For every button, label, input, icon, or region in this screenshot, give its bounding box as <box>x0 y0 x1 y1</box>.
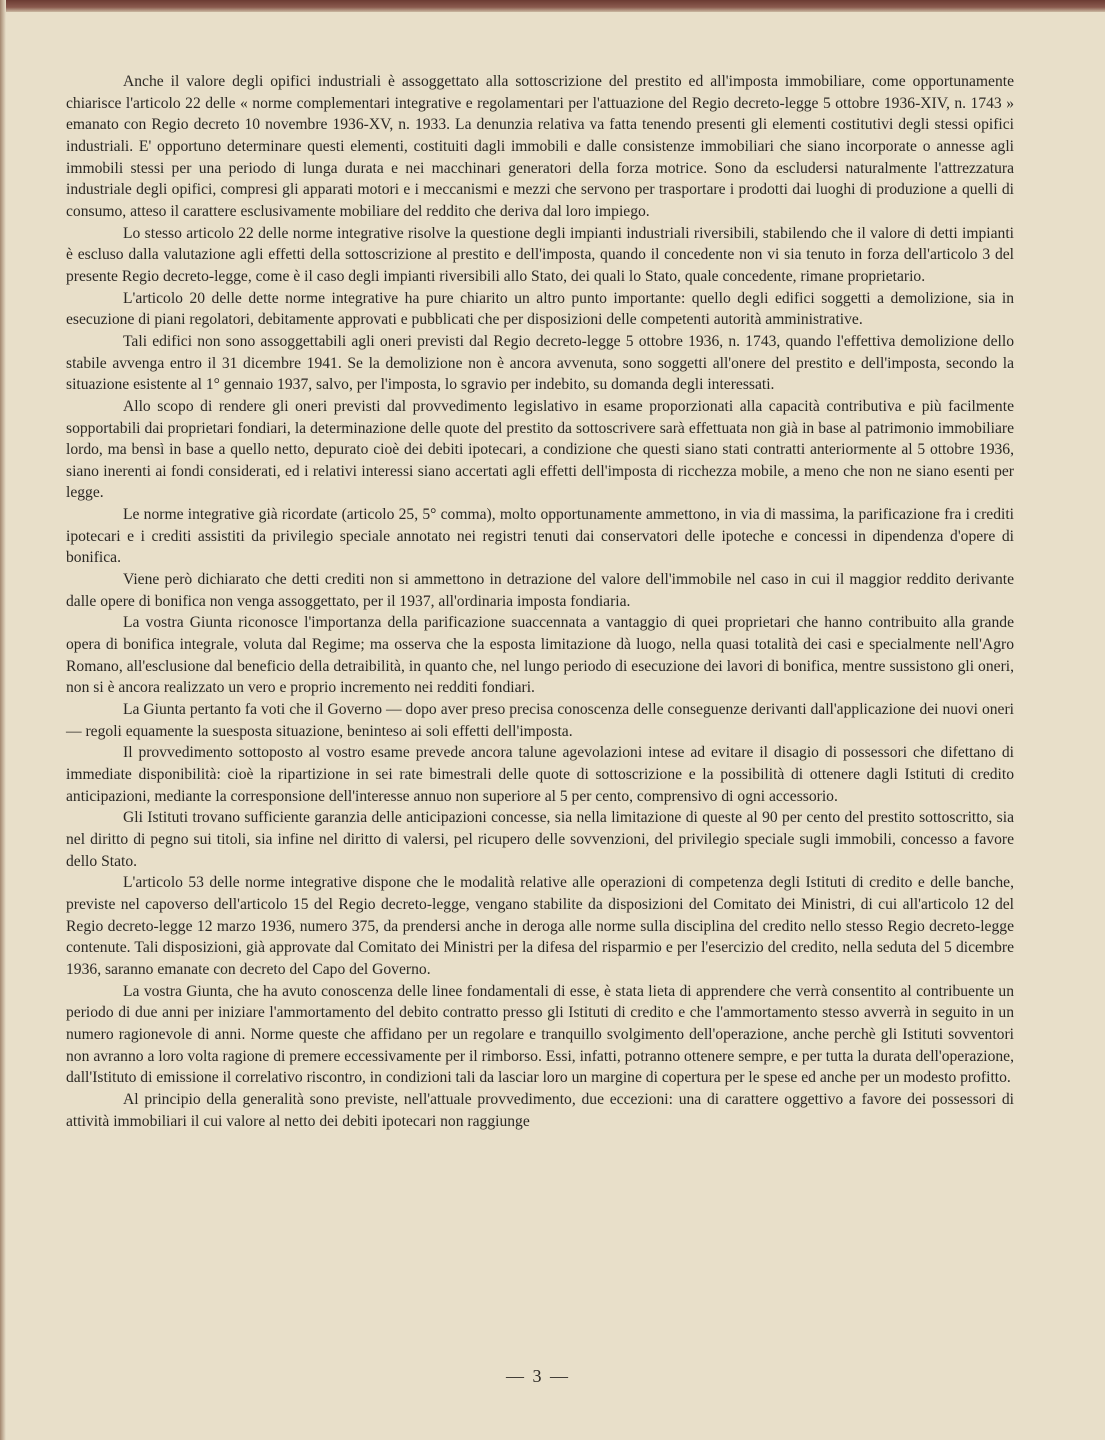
paragraph: Lo stesso articolo 22 delle norme integrative risolve la questione degli impianti industriali riversibili, stabilendo che il valore di detti impianti è escluso dalla valutazione agli effetti della sottoscrizione al prestito e dell'imposta, quando il concedente non vi sia tenuto in forza dell'articolo 3 del presente Regio decreto-legge, come è il caso degli impianti riversibili allo Stato, dei quali lo Stato, quale concedente, rimane proprietario. <box>66 224 1014 285</box>
paragraph: Tali edifici non sono assoggettabili agli oneri previsti dal Regio decreto-legge 5 ottobre 1936, n. 1743, quando l'effettiva demolizione dello stabile avvenga entro il 31 dicembre 1941. Se la demolizione non è ancora avvenuta, sono soggetti all'onere del prestito e dell'imposta, secondo la situazione esistente al 1° gennaio 1937, salvo, per l'imposta, lo sgravio per indebito, su domanda degli interessati. <box>66 332 1014 394</box>
page-left-edge <box>0 0 6 1440</box>
paragraph: Allo scopo di rendere gli oneri previsti dal provvedimento legislativo in esame proporzionati alla capacità contributiva e più facilmente sopportabili dai proprietari fondiari, la determinazione delle quote del prestito da sottoscrivere sarà effettuata non già in base al patrimonio immobiliare lordo, ma bensì in base a quello netto, depurato cioè dei debiti ipotecari, a condizione che questi siano stati contratti anteriormente al 5 ottobre 1936, siano inerenti ai fondi considerati, ed i relativi interessi siano accertati agli effetti dell'imposta di ricchezza mobile, a meno che non ne siano esenti per legge. <box>66 397 1014 502</box>
paragraph: La vostra Giunta, che ha avuto conoscenza delle linee fondamentali di esse, è stata lieta di apprendere che verrà consentito al contribuente un periodo di due anni per iniziare l'ammortamento del debito contratto presso gli Istituti di credito e che l'ammortamento stesso avverrà in seguito in un numero ragionevole di anni. Norme queste che affidano per un regolare e tranquillo svolgimento dell'operazione, anche perchè gli Istituti sovventori non avranno a loro volta ragione di premere eccessivamente per il rimborso. Essi, infatti, potranno ottenere sempre, e per tutta la durata dell'operazione, dall'Istituto di emissione il correlativo riscontro, in condizioni tali da lasciar loro un margine di copertura per le spese ed anche per un modesto profitto. <box>66 982 1014 1087</box>
paragraph: Il provvedimento sottoposto al vostro esame prevede ancora talune agevolazioni intese ad evitare il disagio di possessori che difettano di immediate disponibilità: cioè la ripartizione in sei rate bimestrali delle quote di sottoscrizione e la possibilità di ottenere dagli Istituti di credito anticipazioni, mediante la corresponsione dell'interesse annuo non superiore al 5 per cento, comprensivo di ogni accessorio. <box>66 744 1014 805</box>
paragraph: La Giunta pertanto fa voti che il Governo — dopo aver preso precisa conoscenza delle conseguenze derivanti dall'applicazione dei nuovi oneri — regoli equamente la suesposta situazione, beninteso ai soli effetti dell'imposta. <box>66 701 1014 740</box>
paragraph: La vostra Giunta riconosce l'importanza della parificazione suaccennata a vantaggio di quei proprietari che hanno contribuito alla grande opera di bonifica integrale, voluta dal Regime; ma osserva che la esposta limitazione dà luogo, nella quasi totalità dei casi e specialmente nell'Agro Romano, all'esclusione dal beneficio della detraibilità, in quanto che, nel lungo periodo di esecuzione dei lavori di bonifica, mentre sussistono gli oneri, non si è ancora realizzato un vero e proprio incremento nei redditi fondiari. <box>66 614 1014 697</box>
paragraph: Viene però dichiarato che detti crediti non si ammettono in detrazione del valore dell'immobile nel caso in cui il maggior reddito derivante dalle opere di bonifica non venga assoggettato, per il 1937, all'ordinaria imposta fondiaria. <box>66 571 1014 610</box>
page-number: — 3 — <box>506 1366 570 1386</box>
paragraph: L'articolo 20 delle dette norme integrative ha pure chiarito un altro punto importante: quello degli edifici soggetti a demolizione, sia in esecuzione di piani regolatori, debitamente approvati e pubblicati che per disposizioni delle competenti autorità amministrative. <box>66 289 1014 329</box>
paragraph: Le norme integrative già ricordate (articolo 25, 5° comma), molto opportunamente ammettono, in via di massima, la parificazione fra i crediti ipotecari e i crediti assistiti da privilegio speciale annotato nei registri tenuti dai conservatori delle ipoteche e concessi in dipendenza d'opere di bonifica. <box>66 506 1014 567</box>
page-top-edge <box>0 0 1105 12</box>
paragraph: Gli Istituti trovano sufficiente garanzia delle anticipazioni concesse, sia nella limitazione di queste al 90 per cento del prestito sottoscritto, sia nel diritto di pegno sui titoli, sia infine nel diritto di valersi, pel ricupero delle sovvenzioni, del privilegio speciale sugli immobili, concesso a favore dello Stato. <box>66 809 1014 870</box>
body-text <box>66 71 1014 1132</box>
paragraph: L'articolo 53 delle norme integrative dispone che le modalità relative alle operazioni di competenza degli Istituti di credito e delle banche, previste nel capoverso dell'articolo 15 del Regio decreto-legge, vengano stabilite da disposizioni del Comitato dei Ministri, di cui all'articolo 12 del Regio decreto-legge 12 marzo 1936, numero 375, da prendersi anche in deroga alle norme sulla disciplina del credito nello stesso Regio decreto-legge contenute. Tali disposizioni, già approvate dal Comitato dei Ministri per la difesa del risparmio e per l'esercizio del credito, nella seduta del 5 dicembre 1936, saranno emanate con decreto del Capo del Governo. <box>66 874 1014 978</box>
paragraph: Al principio della generalità sono previste, nell'attuale provvedimento, due eccezioni: una di carattere oggettivo a favore dei possessori di attività immobiliari il cui valore al netto dei debiti ipotecari non raggiunge <box>66 1090 1014 1130</box>
paragraph: Anche il valore degli opifici industriali è assoggettato alla sottoscrizione del prestito ed all'imposta immobiliare, come opportunamente chiarisce l'articolo 22 delle « norme complementari integrative e regolamentari per l'attuazione del Regio decreto-legge 5 ottobre 1936-XIV, n. 1743 » emanato con Regio decreto 10 novembre 1936-XV, n. 1933. La denunzia relativa va fatta tenendo presenti gli elementi costitutivi degli stessi opifici industriali. E' opportuno determinare questi elementi, costituiti dagli immobili e dalle consistenze immobiliari che siano incorporate o annesse agli immobili stessi per una periodo di lunga durata e nei macchinari generatori della forza motrice. Sono da escludersi naturalmente l'attrezzatura industriale degli opifici, compresi gli apparati motori e i meccanismi e mezzi che servono per trasportare i prodotti dai luoghi di produzione a quelli di consumo, atteso il carattere esclusivamente mobiliare del reddito che deriva dal loro impiego. <box>66 73 1014 220</box>
